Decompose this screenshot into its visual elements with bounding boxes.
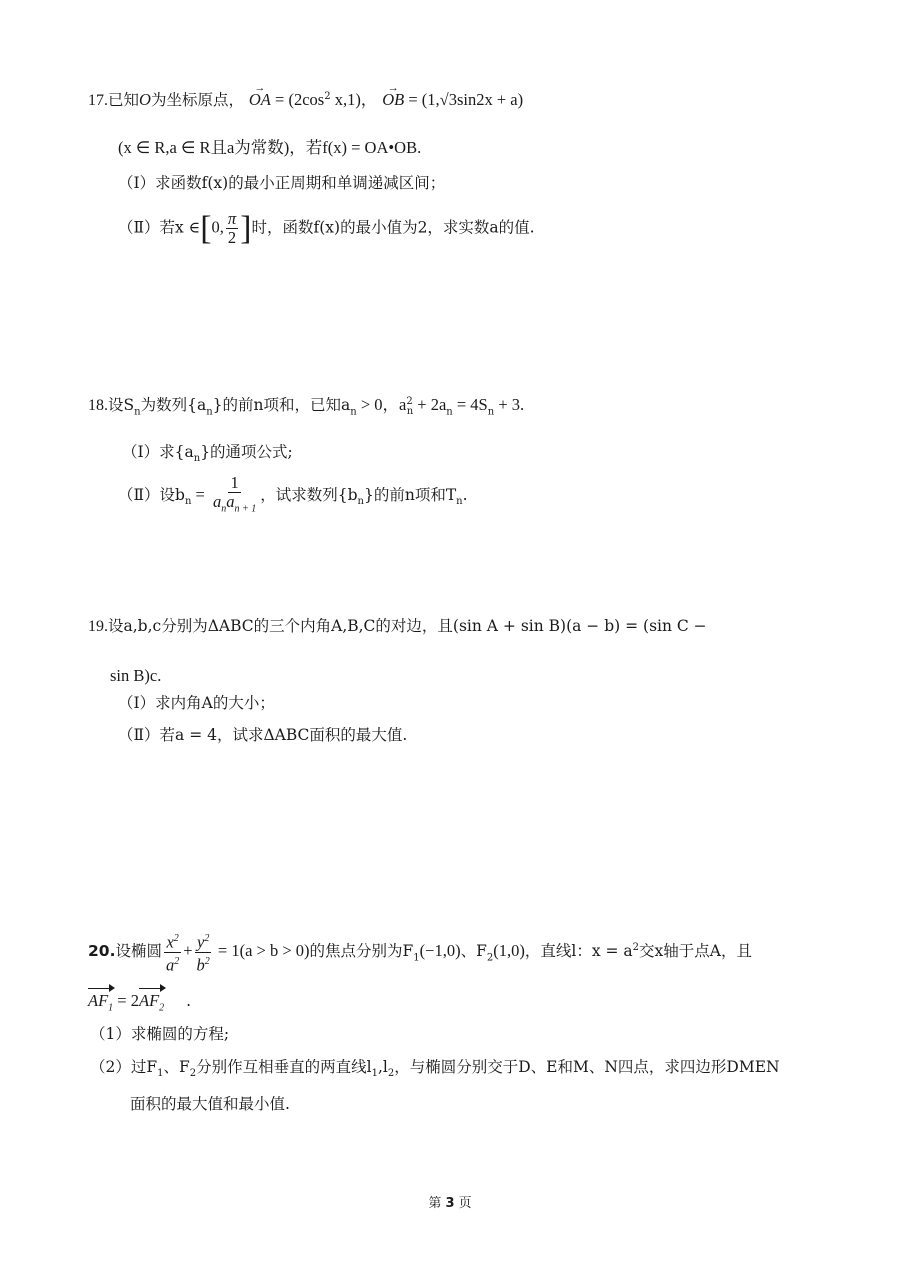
problem-17-stem: 17.已知O为坐标原点， → OA = ($2\cos^2$ x,1)， → OB = (1,√3sin2x + a) [88,86,523,112]
page-number: 3 [445,1196,455,1211]
problem-20-part-1: （1）求椭圆的方程; [90,1025,230,1043]
problem-20-stem: 20.设椭圆 $\frac{x^2}{a^2}$ + $\frac{y^2}{b^2}$ = 1(a > b > 0)的焦点分别为$F_1(-1,0)$、$F_2(1,0)$，直线l：$x = a^2$交x轴于点A，且 [88,928,752,978]
problem-20-part-2-continued: 面积的最大值和最小值. [130,1095,290,1113]
fraction-x2-a2: $\frac{x^2}{a^2}$ [164,930,181,974]
problem-17-condition: (x ∈ R,a ∈ R且a为常数)，若f(x) = OA•OB. [118,138,422,157]
problem-19-stem-continued: sin B)c. [110,666,162,685]
vector-af1: $AF_1$ [88,988,113,1019]
problem-20-vector-equation: $AF_1 = 2AF_2$ . [88,988,191,1019]
problem-17-part-2: （Ⅱ）若x ∈[0, $\frac{\pi}{2}$ ]时，函数f(x)的最小值为2，求实数a的值. [118,209,535,247]
problem-19-part-1: （Ⅰ）求内角A的大小； [118,694,275,712]
vector-ob: → OB [382,89,404,111]
problem-18-part-2: （Ⅱ）设$b_n$ = $\frac{1}{a_na_{n + 1}}$ ，试求数列$\{b_n\}$的前n项和$T_n$. [118,474,468,522]
fraction-bn: $\frac{1}{a_na_{n + 1}}$ [212,473,257,515]
problem-19-stem: 19.设a,b,c分别为ΔABC的三个内角A,B,C的对边，且(sin A + sin B)(a − b) = (sin C − [88,617,707,635]
fraction-y2-b2: $\frac{y^2}{b^2}$ [195,930,212,974]
problem-20-part-2: （2）过$F_1$、$F_2$分别作互相垂直的两直线$l_1,l_2$，与椭圆分别交于D、E和M、N四点，求四边形DMEN [90,1058,780,1080]
pi-over-two: $\frac{\pi}{2}$ [227,209,237,247]
problem-17-part-1: （Ⅰ）求函数f(x)的最小正周期和单调递减区间； [118,174,446,192]
vector-af2: $AF_2$ [139,988,164,1019]
page-footer: 第 3 页 [428,1196,472,1211]
vector-oa: → OA [249,89,271,111]
problem-18-stem: 18.设$S_n$为数列$\{a_n\}$的前n项和，已知$a_n > 0$，$a^2_n + 2a_n = 4S_n + 3$. [88,395,525,418]
problem-18-part-1: （Ⅰ）求$\{a_n\}$的通项公式; [122,443,293,465]
problem-19-part-2: （Ⅱ）若a = 4，试求ΔABC面积的最大值. [118,726,408,744]
